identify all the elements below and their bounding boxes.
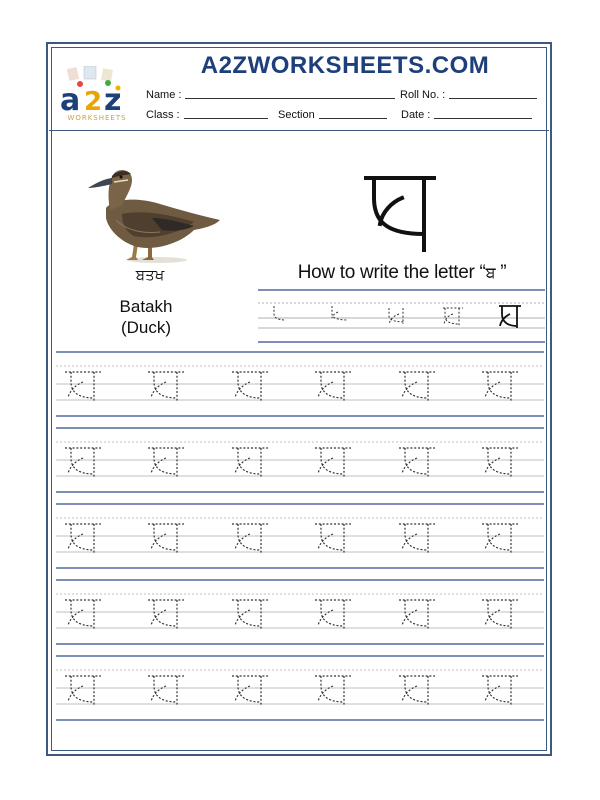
dotted-letter [65,524,101,554]
date-label: Date : [401,109,431,121]
dotted-letter [482,524,518,554]
dotted-letter [232,600,268,630]
dotted-letter [315,676,351,706]
stroke-step-5 [499,306,521,328]
dotted-letter [148,676,184,706]
roll-label: Roll No. : [400,89,446,101]
practice-row [56,580,544,644]
punjabi-word: ਬਤਖ [135,266,165,284]
dotted-letter [232,524,268,554]
dotted-letter [148,372,184,402]
dotted-letter [315,524,351,554]
how-to-letter: ਬ [485,265,496,282]
dotted-letter [148,600,184,630]
dotted-letter [65,372,101,402]
english-meaning: (Duck) [120,318,172,337]
dotted-letter [148,524,184,554]
dotted-letter [315,600,351,630]
practice-row [56,352,544,416]
dotted-letter [399,448,435,478]
section-label: Section [278,109,315,121]
practice-row [56,428,544,492]
dotted-letter [232,372,268,402]
practice-row [56,504,544,568]
how-to-suffix: ” [495,262,507,283]
dotted-letter [399,372,435,402]
dotted-letter [482,372,518,402]
class-label: Class : [146,109,180,121]
dotted-letter [232,448,268,478]
svg-text:z: z [104,83,122,118]
dotted-letter [315,448,351,478]
svg-text:a: a [60,83,81,118]
dotted-letter [315,372,351,402]
dotted-letter [482,676,518,706]
dotted-letter [65,600,101,630]
dotted-letter [148,448,184,478]
svg-text:2: 2 [84,87,103,117]
how-to-prefix: How to write the letter “ [297,262,486,283]
practice-row [56,656,544,720]
stroke-step-3 [389,308,405,324]
site-title: A2ZWORKSHEETS.COM [200,52,490,79]
stroke-step-4 [443,308,463,326]
name-label: Name : [146,89,182,101]
dotted-letter [65,676,101,706]
dotted-letter [65,448,101,478]
dotted-letter [482,448,518,478]
transliteration: Batakh [119,297,173,316]
logo-tagline: WORKSHEETS [67,114,127,122]
dotted-letter [232,676,268,706]
dotted-letter [399,600,435,630]
dotted-letter [399,524,435,554]
dotted-letter [399,676,435,706]
dotted-letter [482,600,518,630]
